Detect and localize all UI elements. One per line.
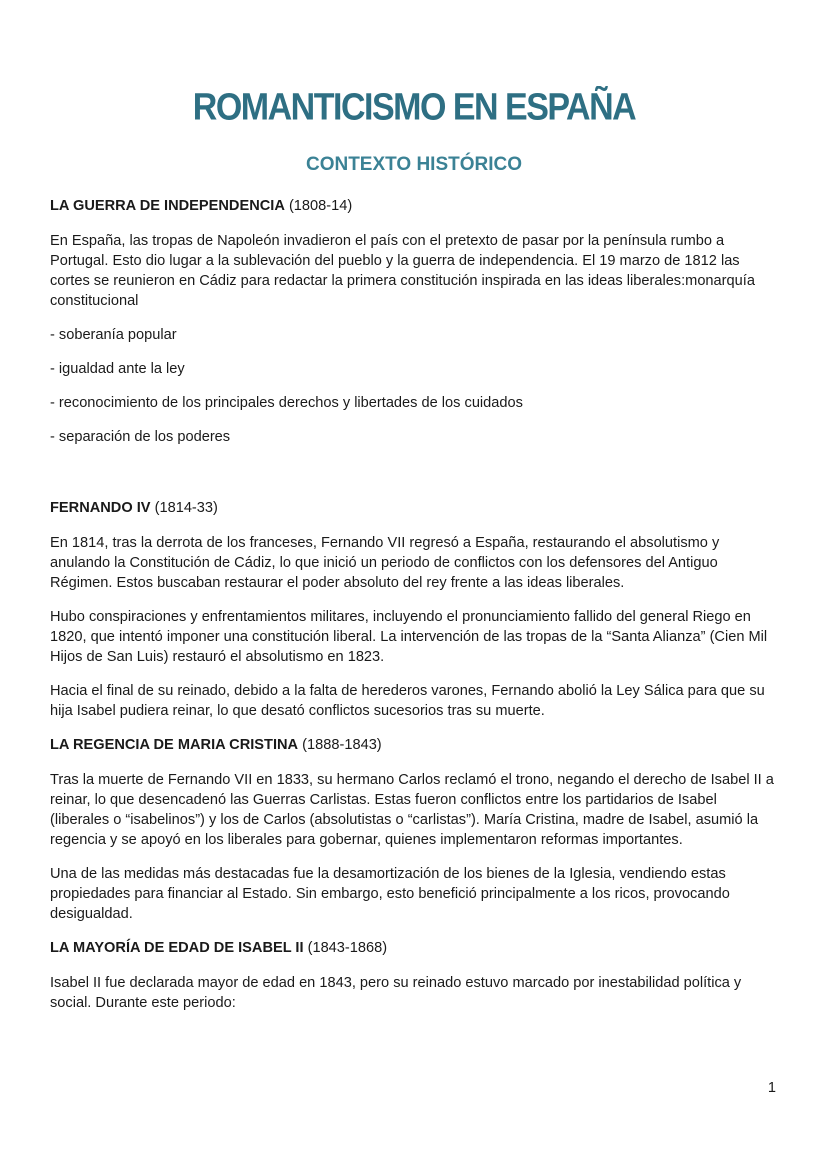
section-heading-title: LA MAYORÍA DE EDAD DE ISABEL II: [50, 940, 304, 956]
paragraph: Hubo conspiraciones y enfrentamientos militares, incluyendo el pronunciamiento fallido del general Riego en 1820, que intentó imponer una constitución liberal. La intervención de las tropas de la “Santa Alianza” (Cien Mil Hijos de San Luis) restauró el absolutismo en 1823.: [50, 609, 768, 665]
list-item: - soberanía popular: [50, 327, 177, 343]
paragraph: En 1814, tras la derrota de los franceses, Fernando VII regresó a España, restaurando el absolutismo y anulando la Constitución de Cádiz, lo que inició un periodo de conflictos con los defensores del Antiguo Régimen. Estos buscaban restaurar el poder absoluto del rey frente a las ideas liberales.: [50, 535, 720, 591]
section-regencia: [50, 735, 780, 924]
spacer: [50, 461, 780, 498]
section-heading: [50, 938, 780, 958]
section-heading-years: (1888-1843): [302, 737, 382, 753]
page-subtitle: CONTEXTO HISTÓRICO: [305, 154, 523, 175]
section-heading: [50, 735, 780, 755]
document-body: [50, 196, 780, 1027]
list-item: - separación de los poderes: [50, 429, 231, 445]
paragraph: En España, las tropas de Napoleón invadieron el país con el pretexto de pasar por la península rumbo a Portugal. Esto dio lugar a la sublevación del pueblo y la guerra de independencia. El 19 marzo de 1812 las cortes se reunieron en Cádiz para redactar la primera constitución inspirada en las ideas liberales:monarquía constitucional: [50, 233, 755, 309]
section-heading-title: FERNANDO IV: [50, 500, 151, 516]
section-fernando: [50, 498, 780, 721]
paragraph: Tras la muerte de Fernando VII en 1833, su hermano Carlos reclamó el trono, negando el derecho de Isabel II a reinar, lo que desencadenó las Guerras Carlistas. Estas fueron conflictos entre los partidarios de Isabel (liberales o “isabelinos”) y los de Carlos (absolutistas o “carlistas”). María Cristina, madre de Isabel, asumió la regencia y se apoyó en los liberales para gobernar, quienes implementaron reformas importantes.: [50, 772, 774, 848]
section-heading: [50, 498, 780, 518]
page-number: 1: [767, 1080, 776, 1096]
list-item: - igualdad ante la ley: [50, 361, 185, 377]
section-heading-title: LA REGENCIA DE MARIA CRISTINA: [50, 737, 299, 753]
paragraph: Isabel II fue declarada mayor de edad en 1843, pero su reinado estuvo marcado por inestabilidad política y social. Durante este periodo:: [50, 975, 742, 1011]
list-item: - reconocimiento de los principales derechos y libertades de los cuidados: [50, 395, 523, 411]
section-isabel: [50, 938, 780, 1013]
section-heading: [50, 196, 780, 216]
section-heading-years: (1814-33): [154, 500, 218, 516]
paragraph: Hacia el final de su reinado, debido a la falta de herederos varones, Fernando abolió la Ley Sálica para que su hija Isabel pudiera reinar, lo que desató conflictos sucesorios tras su muerte.: [50, 683, 765, 719]
section-heading-years: (1808-14): [288, 198, 353, 214]
section-heading-title: LA GUERRA DE INDEPENDENCIA: [50, 198, 285, 214]
section-guerra-independencia: [50, 196, 780, 447]
page-title: ROMANTICISMO EN ESPAÑA: [192, 86, 636, 129]
paragraph: Una de las medidas más destacadas fue la desamortización de los bienes de la Iglesia, vendiendo estas propiedades para financiar al Estado. Sin embargo, esto benefició principalmente a los ricos, provocando desigualdad.: [50, 866, 730, 922]
section-heading-years: (1843-1868): [307, 940, 388, 956]
